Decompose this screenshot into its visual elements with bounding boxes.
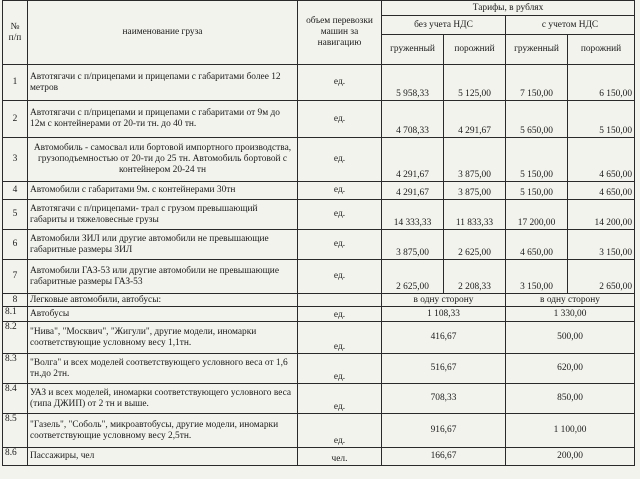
header-no-vat: без учета НДС	[382, 16, 506, 35]
table-row	[3, 307, 635, 322]
volume-unit: ед.	[298, 414, 382, 448]
header-with-vat: с учетом НДС	[506, 16, 635, 35]
tariff-empty-with-vat: 2 650,00	[568, 260, 635, 294]
row-number: 8.4	[3, 384, 28, 414]
header-loaded-with-vat: груженный	[506, 35, 568, 65]
tariff-empty-no-vat: 11 833,33	[444, 200, 506, 230]
tariff-loaded-no-vat: 5 958,33	[382, 65, 444, 101]
tariff-no-vat: 416,67	[382, 322, 506, 354]
tariff-loaded-with-vat: 4 650,00	[506, 230, 568, 260]
header-tariffs: Тарифы, в рублях	[382, 1, 635, 16]
tariff-empty-with-vat: 14 200,00	[568, 200, 635, 230]
header-volume: объем перевозки машин за навигацию	[298, 1, 382, 65]
tariff-no-vat: 166,67	[382, 448, 506, 466]
tariff-loaded-no-vat: 14 333,33	[382, 200, 444, 230]
cargo-name: Автобусы	[28, 307, 298, 322]
row-number: 1	[3, 65, 28, 101]
tariff-loaded-no-vat: 2 625,00	[382, 260, 444, 294]
tariff-loaded-with-vat: 5 150,00	[506, 138, 568, 182]
table-row	[3, 260, 635, 294]
tariff-no-vat: 1 108,33	[382, 307, 506, 322]
row-number: 5	[3, 200, 28, 230]
tariff-loaded-no-vat: 4 291,67	[382, 138, 444, 182]
table-row	[3, 101, 635, 138]
table-row	[3, 414, 635, 448]
header-name: наименование груза	[28, 1, 298, 65]
cargo-name: "Волга" и всех моделей соответствующего условного веса от 1,6 тн.до 2тн.	[28, 354, 298, 384]
table-row	[3, 138, 635, 182]
volume-unit: ед.	[298, 200, 382, 230]
row-number: 8.3	[3, 354, 28, 384]
volume-unit: ед.	[298, 182, 382, 200]
tariff-empty-no-vat: 2 625,00	[444, 230, 506, 260]
row-number: 8	[3, 294, 28, 307]
tariff-empty-no-vat: 4 291,67	[444, 101, 506, 138]
table-row	[3, 322, 635, 354]
cargo-name: Автомобиль - самосвал или бортовой импортного производства, грузоподъемностью от 20-ти до 25 тн. Автомобиль бортовой с контейнером 20-24 тн	[28, 138, 298, 182]
row-number: 8.1	[3, 307, 28, 322]
tariff-no-vat: 516,67	[382, 354, 506, 384]
header-empty-no-vat: порожний	[444, 35, 506, 65]
tariff-with-vat: 1 100,00	[506, 414, 635, 448]
tariff-with-vat: 850,00	[506, 384, 635, 414]
section-title: Легковые автомобили, автобусы:	[28, 294, 298, 307]
row-number: 6	[3, 230, 28, 260]
cargo-name: Автомобили ЗИЛ или другие автомобили не превышающие габаритные размеры ЗИЛ	[28, 230, 298, 260]
row-number: 8.2	[3, 322, 28, 354]
table-row	[3, 182, 635, 200]
row-number: 2	[3, 101, 28, 138]
header-num: № п/п	[3, 1, 28, 65]
tariff-with-vat: 200,00	[506, 448, 635, 466]
tariff-empty-with-vat: 3 150,00	[568, 230, 635, 260]
cargo-name: Автотягачи с п/прицепами и прицепами с габаритами более 12 метров	[28, 65, 298, 101]
tariff-empty-with-vat: 4 650,00	[568, 182, 635, 200]
cargo-name: "Газель", "Соболь", микроавтобусы, другие модели, иномарки соответствующие условному весу 2,5тн.	[28, 414, 298, 448]
volume-unit: ед.	[298, 230, 382, 260]
tariff-table	[2, 0, 635, 466]
table-row	[3, 65, 635, 101]
table-row	[3, 354, 635, 384]
tariff-no-vat: 916,67	[382, 414, 506, 448]
tariff-empty-no-vat: 3 875,00	[444, 138, 506, 182]
tariff-no-vat: 708,33	[382, 384, 506, 414]
tariff-with-vat: 620,00	[506, 354, 635, 384]
table-row	[3, 448, 635, 466]
cargo-name: "Нива", "Москвич", "Жигули", другие модели, иномарки соответствующие условному весу 1,1тн.	[28, 322, 298, 354]
volume-unit: ед.	[298, 307, 382, 322]
tariff-loaded-with-vat: 5 150,00	[506, 182, 568, 200]
row-number: 3	[3, 138, 28, 182]
one-way-no-vat: в одну сторону	[382, 294, 506, 307]
cargo-name: Пассажиры, чел	[28, 448, 298, 466]
tariff-loaded-with-vat: 5 650,00	[506, 101, 568, 138]
one-way-with-vat: в одну сторону	[506, 294, 635, 307]
tariff-loaded-with-vat: 7 150,00	[506, 65, 568, 101]
tariff-loaded-no-vat: 4 708,33	[382, 101, 444, 138]
tariff-empty-no-vat: 2 208,33	[444, 260, 506, 294]
row-number: 8.6	[3, 448, 28, 466]
tariff-loaded-with-vat: 3 150,00	[506, 260, 568, 294]
cargo-name: Автотягачи с п/прицепами и прицепами с габаритами от 9м до 12м с контейнерами от 20-ти тн. до 40 тн.	[28, 101, 298, 138]
tariff-empty-no-vat: 3 875,00	[444, 182, 506, 200]
table-row	[3, 230, 635, 260]
volume-unit: ед.	[298, 138, 382, 182]
cargo-name: УАЗ и всех моделей, иномарки соответствующего условного веса (типа ДЖИП) от 2 тн и выше.	[28, 384, 298, 414]
volume-unit: ед.	[298, 322, 382, 354]
cargo-name: Автомобили с габаритами 9м. с контейнерами 30тн	[28, 182, 298, 200]
volume-unit: ед.	[298, 101, 382, 138]
volume-unit	[298, 294, 382, 307]
tariff-empty-no-vat: 5 125,00	[444, 65, 506, 101]
tariff-loaded-with-vat: 17 200,00	[506, 200, 568, 230]
volume-unit: ед.	[298, 65, 382, 101]
volume-unit: ед.	[298, 354, 382, 384]
volume-unit: ед.	[298, 260, 382, 294]
row-number: 4	[3, 182, 28, 200]
tariff-empty-with-vat: 4 650,00	[568, 138, 635, 182]
header-empty-with-vat: порожний	[568, 35, 635, 65]
tariff-loaded-no-vat: 4 291,67	[382, 182, 444, 200]
row-number: 8.5	[3, 414, 28, 448]
table-row	[3, 384, 635, 414]
volume-unit: чел.	[298, 448, 382, 466]
header-loaded-no-vat: груженный	[382, 35, 444, 65]
tariff-with-vat: 500,00	[506, 322, 635, 354]
volume-unit: ед.	[298, 384, 382, 414]
section-row	[3, 294, 635, 307]
row-number: 7	[3, 260, 28, 294]
tariff-empty-with-vat: 5 150,00	[568, 101, 635, 138]
tariff-with-vat: 1 330,00	[506, 307, 635, 322]
tariff-empty-with-vat: 6 150,00	[568, 65, 635, 101]
table-row	[3, 200, 635, 230]
cargo-name: Автотягачи с п/прицепами- трал с грузом превышающий габариты и тяжеловесные грузы	[28, 200, 298, 230]
cargo-name: Автомобили ГАЗ-53 или другие автомобили не превышающие габаритные размеры ГАЗ-53	[28, 260, 298, 294]
tariff-loaded-no-vat: 3 875,00	[382, 230, 444, 260]
